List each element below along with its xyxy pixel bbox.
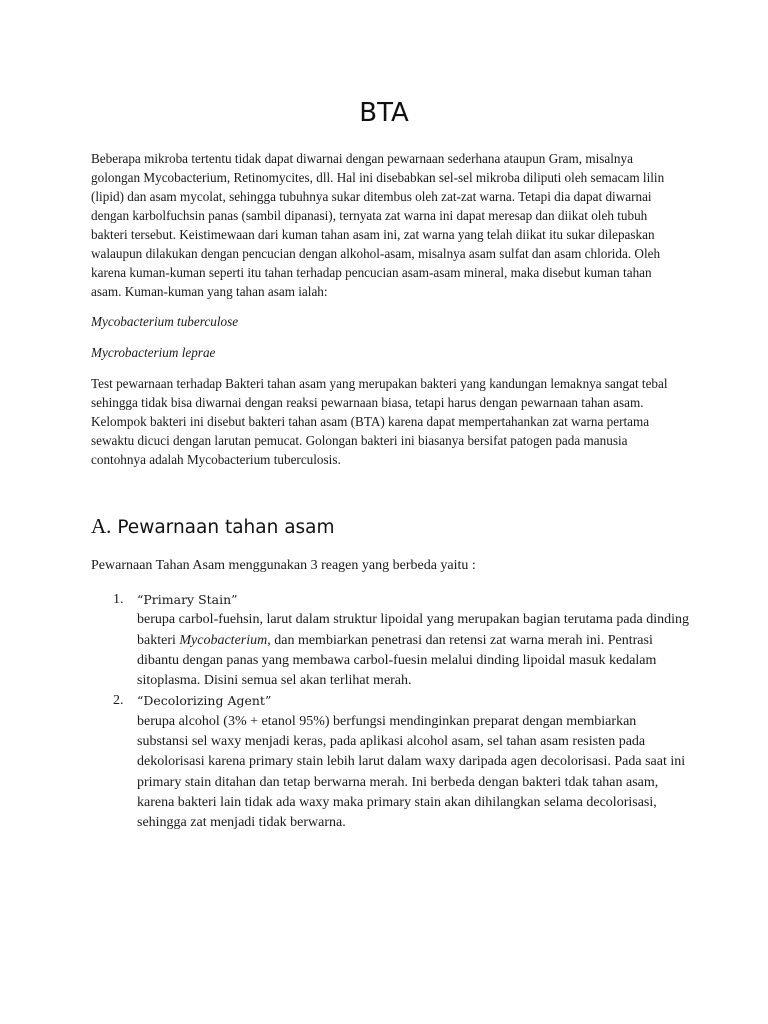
species-item: Mycrobacterium leprae <box>91 345 216 360</box>
list-item <box>91 691 691 833</box>
list-item <box>91 590 691 691</box>
list-item-title: “Decolorizing Agent” <box>137 693 272 709</box>
list-item-body-text: berupa carbol-fuehsin, larut dalam struktur lipoidal yang merupakan bagian terutama pada dinding bakteri <box>137 612 690 648</box>
list-item-body: berupa alcohol (3% + etanol 95%) berfungsi mendinginkan preparat dengan membiarkan substansi sel waxy menjadi keras, pada aplikasi alcohol asam, sel tahan asam resisten pada dekolorisasi karena primary stain lebih larut dalam waxy daripada agen decolorisasi. Pada saat ini primary stain ditahan dan tetap berwarna merah. Ini berbeda dengan bakteri tdak tahan asam, karena bakteri lain tidak ada waxy maka primary stain akan dihilangkan selama decolorisasi, sehingga zat menjadi tidak berwarna. <box>137 713 686 831</box>
list-item-body-text: dan membiarkan penetrasi dan retensi zat warna merah ini. Pentrasi dibantu dengan panas yang membawa carbol-fuesin melalui dinding lipoidal masuk kedalam sitoplasma. Disini semua sel akan terlihat merah. <box>137 632 657 689</box>
list-item-body <box>137 610 691 691</box>
list-item-number: 1. <box>113 592 124 607</box>
section-heading <box>91 512 335 542</box>
section-intro: Pewarnaan Tahan Asam menggunakan 3 reagen yang berbeda yaitu : <box>91 558 476 573</box>
list-item-number: 2. <box>113 693 124 709</box>
document-title: BTA <box>359 98 409 128</box>
list-item-title: “Primary Stain” <box>137 592 238 607</box>
intro-paragraph: Beberapa mikroba tertentu tidak dapat diwarnai dengan pewarnaan sederhana ataupun Gram, misalnya golongan Mycobacterium, Retinomycites, dll. Hal ini disebabkan sel-sel mikroba diliputi oleh semacam lilin (lipid) dan asam mycolat, sehingga tubuhnya sukar ditembus oleh zat-zat warna. Tetapi dia dapat diwarnai dengan karbolfuchsin panas (sambil dipanasi), ternyata zat warna ini dapat meresap dan diikat oleh tubuh bakteri tersebut. Keistimewaan dari kuman tahan asam ini, zat warna yang telah diikat itu sukar dilepaskan walaupun dilakukan dengan pencucian dengan alkohol-asam, misalnya asam sulfat dan asam chlorida. Oleh karena kuman-kuman seperti itu tahan terhadap pencucian asam-asam mineral, maka disebut kuman tahan asam. Kuman-kuman yang tahan asam ialah: <box>91 151 665 299</box>
section-letter: A. <box>91 514 112 538</box>
test-paragraph: Test pewarnaan terhadap Bakteri tahan asam yang merupakan bakteri yang kandungan lemaknya sangat tebal sehingga tidak bisa diwarnai dengan reaksi pewarnaan biasa, tetapi harus dengan pewarnaan tahan asam. Kelompok bakteri ini disebut bakteri tahan asam (BTA) karena dapat mempertahankan zat warna pertama sewaktu dicuci dengan larutan pemucat. Golongan bakteri ini biasanya bersifat patogen pada manusia contohnya adalah Mycobacterium tuberculosis. <box>91 376 668 467</box>
list-item-body-italic: Mycobacterium, <box>179 632 271 648</box>
section-title: Pewarnaan tahan asam <box>117 517 335 538</box>
species-item: Mycobacterium tuberculose <box>91 314 239 329</box>
reagent-list <box>91 590 691 834</box>
